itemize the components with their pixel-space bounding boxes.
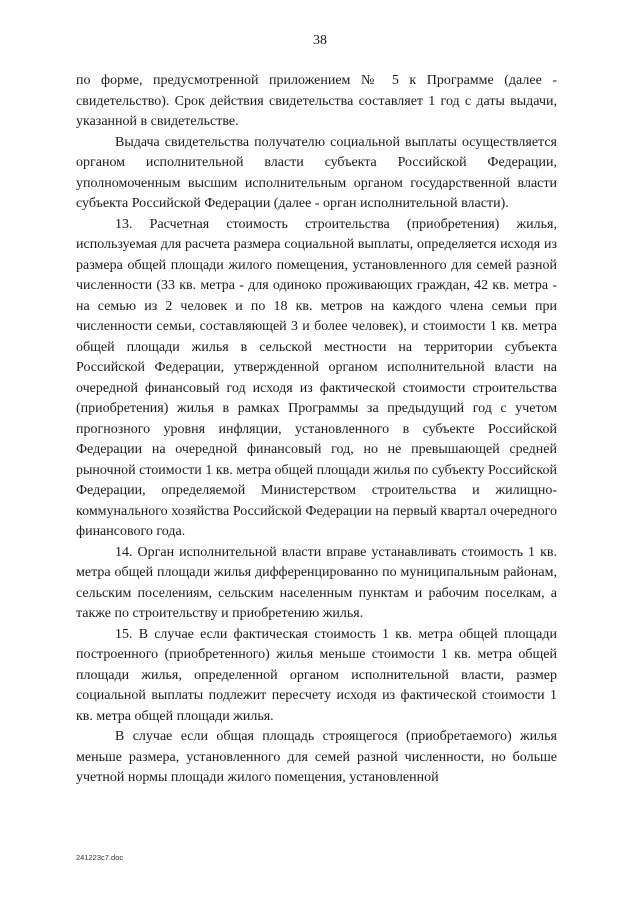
- paragraph-15-recalculation: 15. В случае если фактическая стоимость 1 кв. метра общей площади построенного (приобретенного) жилья меньше стоимости 1 кв. метра общей площади жилья, определенной органом исполнительной власти, размер социальной выплаты подлежит пересчету исходя из фактической стоимости 1 кв. метра общей площади жилья.: [76, 626, 557, 724]
- paragraph-certificate-form: по форме, предусмотренной приложением № 5 к Программе (далее - свидетельство). Срок действия свидетельства составляет 1 год с даты выдачи, указанной в свидетельстве.: [76, 73, 557, 129]
- page-number: 38: [313, 33, 327, 48]
- file-name-footer: 241223с7.doc: [76, 853, 124, 862]
- document-body: [76, 71, 557, 789]
- paragraph-13-estimated-cost: 13. Расчетная стоимость строительства (приобретения) жилья, используемая для расчета размера социальной выплаты, определяется исходя из размера общей площади жилого помещения, установленного для семей разной численности (33 кв. метра - для одиноко проживающих граждан, 42 кв. метра - на семью из 2 человек и по 18 кв. метров на каждого члена семьи при численности семьи, составляющей 3 и более человек), и стоимости 1 кв. метра общей площади жилья в сельской местности на территории субъекта Российской Федерации, утвержденной органом исполнительной власти на очередной финансовый год исходя из фактической стоимости строительства (приобретения) жилья в рамках Программы за предыдущий год с учетом прогнозного уровня инфляции, установленного в субъекте Российской Федерации на очередной финансовый год, но не превышающей средней рыночной стоимости 1 кв. метра общей площади жилья по субъекту Российской Федерации, определяемой Министерством строительства и жилищно-коммунального хозяйства Российской Федерации на первый квартал очередного финансового года.: [76, 216, 557, 539]
- paragraph-certificate-issuance: Выдача свидетельства получателю социальной выплаты осуществляется органом исполнительной власти субъекта Российской Федерации, уполномоченным высшим исполнительным органом государственной власти субъекта Российской Федерации (далее - орган исполнительной власти).: [76, 134, 557, 211]
- paragraph-area-condition: В случае если общая площадь строящегося (приобретаемого) жилья меньше размера, установленного для семей разной численности, но больше учетной нормы площади жилого помещения, установленной: [76, 729, 557, 785]
- paragraph-14-differentiated-cost: 14. Орган исполнительной власти вправе устанавливать стоимость 1 кв. метра общей площади жилья дифференцированно по муниципальным районам, сельским поселениям, сельским населенным пунктам и рабочим поселкам, а также по строительству и приобретению жилья.: [76, 544, 557, 621]
